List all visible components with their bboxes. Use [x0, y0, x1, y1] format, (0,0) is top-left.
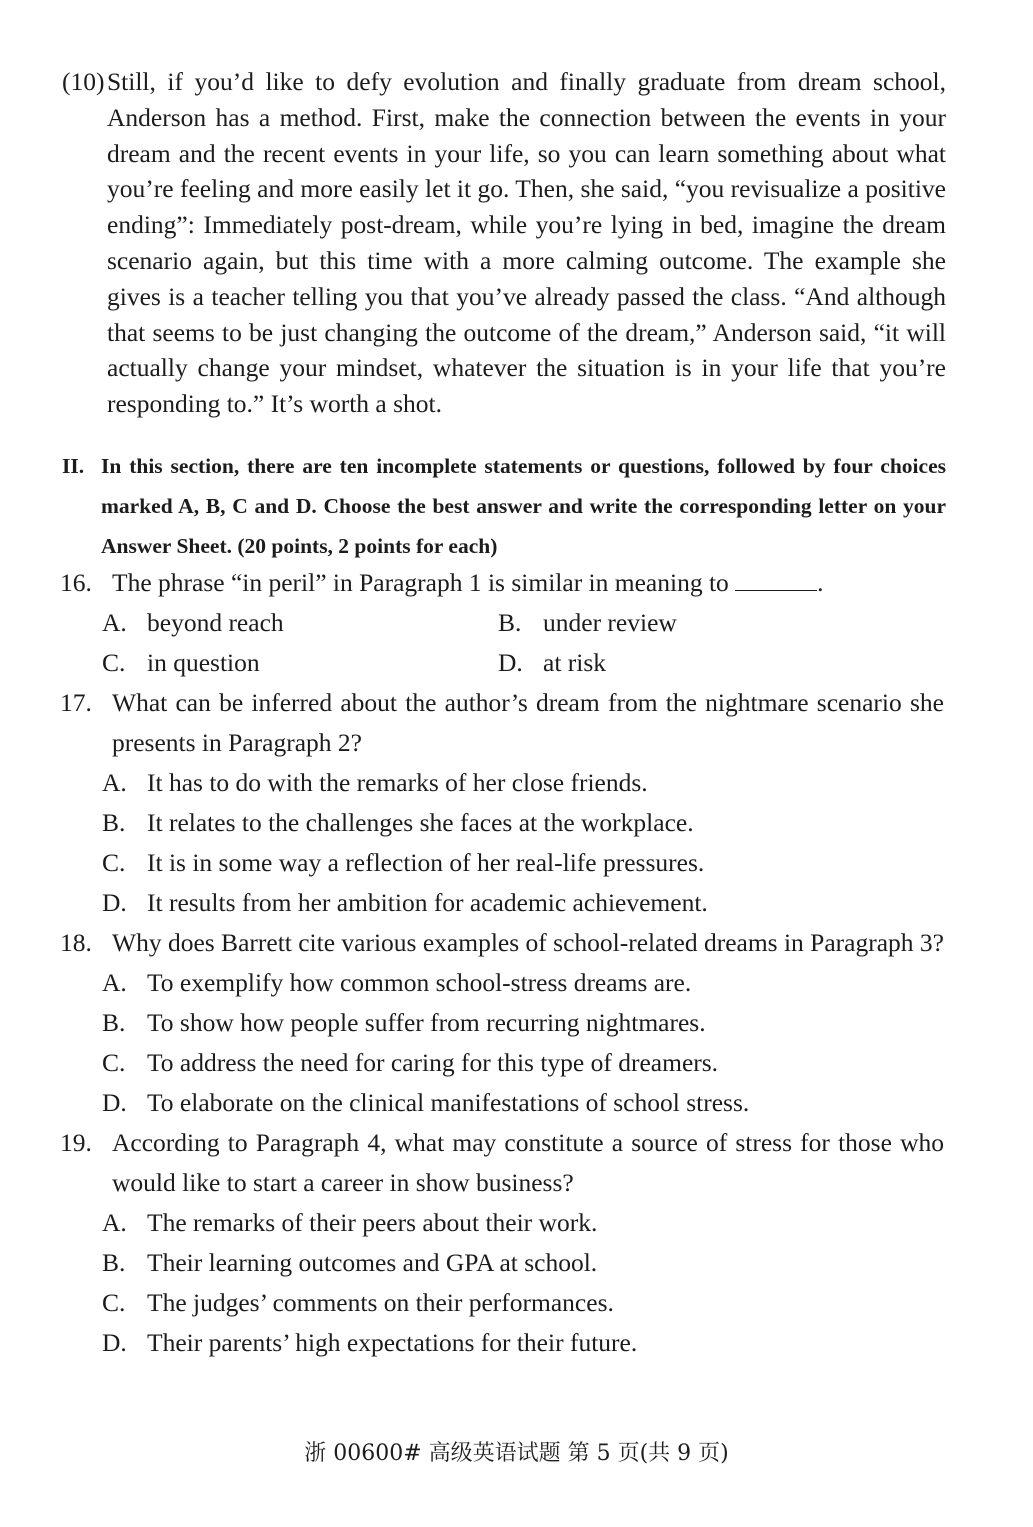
- question-18: [60, 923, 944, 1123]
- option-letter: B.: [498, 608, 522, 637]
- option-letter: D.: [498, 648, 523, 677]
- paragraph-number: (10): [62, 67, 105, 96]
- option-letter: A.: [102, 768, 127, 797]
- option-text: To address the need for caring for this type of dreamers.: [147, 1048, 719, 1077]
- option-b: [498, 603, 677, 643]
- option-b: [102, 803, 944, 843]
- option-letter: B.: [102, 1248, 126, 1277]
- option-text: It relates to the challenges she faces at the workplace.: [147, 808, 694, 837]
- option-letter: C.: [102, 1048, 126, 1077]
- question-stem: According to Paragraph 4, what may constitute a source of stress for those who would like to start a career in show business?: [112, 1128, 944, 1197]
- option-text: The judges’ comments on their performances.: [147, 1288, 614, 1317]
- options: [102, 763, 944, 923]
- option-b: [102, 1243, 944, 1283]
- page-footer: 浙 00600# 高级英语试题 第 5 页(共 9 页): [304, 1441, 729, 1466]
- option-d: [102, 1323, 944, 1363]
- question-stem-end: .: [817, 568, 824, 597]
- option-letter: D.: [102, 888, 127, 917]
- option-letter: B.: [102, 1008, 126, 1037]
- section-instructions-text: In this section, there are ten incomplete statements or questions, followed by four choices marked A, B, C and D. Choose the best answer and write the corresponding letter on your Answer Sheet. (20 points, 2 points for each): [101, 454, 946, 558]
- option-text: To show how people suffer from recurring nightmares.: [147, 1008, 706, 1037]
- option-letter: A.: [102, 1208, 127, 1237]
- question-stem: [112, 563, 944, 603]
- option-text: To elaborate on the clinical manifestations of school stress.: [147, 1088, 750, 1117]
- option-text: Their parents’ high expectations for their future.: [147, 1328, 638, 1357]
- option-letter: C.: [102, 848, 126, 877]
- option-text: in question: [147, 648, 260, 677]
- option-a: [102, 963, 944, 1003]
- question-stem: What can be inferred about the author’s dream from the nightmare scenario she presents in Paragraph 2?: [112, 688, 944, 757]
- question-number: 17.: [60, 688, 92, 717]
- option-letter: A.: [102, 968, 127, 997]
- question-17: [60, 683, 944, 923]
- option-letter: C.: [102, 648, 126, 677]
- question-stem: Why does Barrett cite various examples of school-related dreams in Paragraph 3?: [112, 928, 944, 957]
- question-19: [60, 1123, 944, 1363]
- option-d: [102, 883, 944, 923]
- question-number: 19.: [60, 1128, 92, 1157]
- option-text: beyond reach: [147, 608, 284, 637]
- option-text: It results from her ambition for academic achievement.: [147, 888, 708, 917]
- option-a: [102, 603, 498, 643]
- option-letter: A.: [102, 608, 127, 637]
- paragraph-text: Still, if you’d like to defy evolution and finally graduate from dream school, Anderson has a method. First, make the connection between the events in your dream and the recent events in your life, so you can learn something about what you’re feeling and more easily let it go. Then, she said, “you revisualize a positive ending”: Immediately post-dream, while you’re lying in bed, imagine the dream scenario again, but this time with a more calming outcome. The example she gives is a teacher telling you that you’ve already passed the class. “And although that seems to be just changing the outcome of the dream,” Anderson said, “it will actually change your mindset, whatever the situation is in your life that you’re responding to.” It’s worth a shot.: [107, 67, 946, 419]
- option-c: [102, 1043, 944, 1083]
- option-text: under review: [543, 608, 677, 637]
- question-16: [60, 563, 944, 683]
- option-text: To exemplify how common school-stress dreams are.: [147, 968, 692, 997]
- options: [102, 1203, 944, 1363]
- option-d: [102, 1083, 944, 1123]
- option-text: It is in some way a reflection of her real-life pressures.: [147, 848, 705, 877]
- option-a: [102, 763, 944, 803]
- paragraph-10: [62, 64, 946, 422]
- section-number: II.: [62, 454, 85, 478]
- question-stem-text: The phrase “in peril” in Paragraph 1 is similar in meaning to: [112, 568, 729, 597]
- option-letter: D.: [102, 1328, 127, 1357]
- option-letter: C.: [102, 1288, 126, 1317]
- option-letter: B.: [102, 808, 126, 837]
- option-text: at risk: [543, 648, 607, 677]
- option-letter: D.: [102, 1088, 127, 1117]
- option-c: [102, 843, 944, 883]
- option-c: [102, 643, 498, 683]
- option-text: It has to do with the remarks of her close friends.: [147, 768, 648, 797]
- question-number: 16.: [60, 568, 92, 597]
- option-d: [498, 643, 606, 683]
- option-c: [102, 1283, 944, 1323]
- question-number: 18.: [60, 928, 92, 957]
- option-text: Their learning outcomes and GPA at school.: [147, 1248, 598, 1277]
- option-text: The remarks of their peers about their work.: [147, 1208, 598, 1237]
- options: [102, 963, 944, 1123]
- answer-blank: [735, 570, 817, 591]
- question-list: [60, 563, 944, 1363]
- option-a: [102, 1203, 944, 1243]
- options: [102, 603, 944, 683]
- option-b: [102, 1003, 944, 1043]
- section-instructions: [62, 446, 946, 566]
